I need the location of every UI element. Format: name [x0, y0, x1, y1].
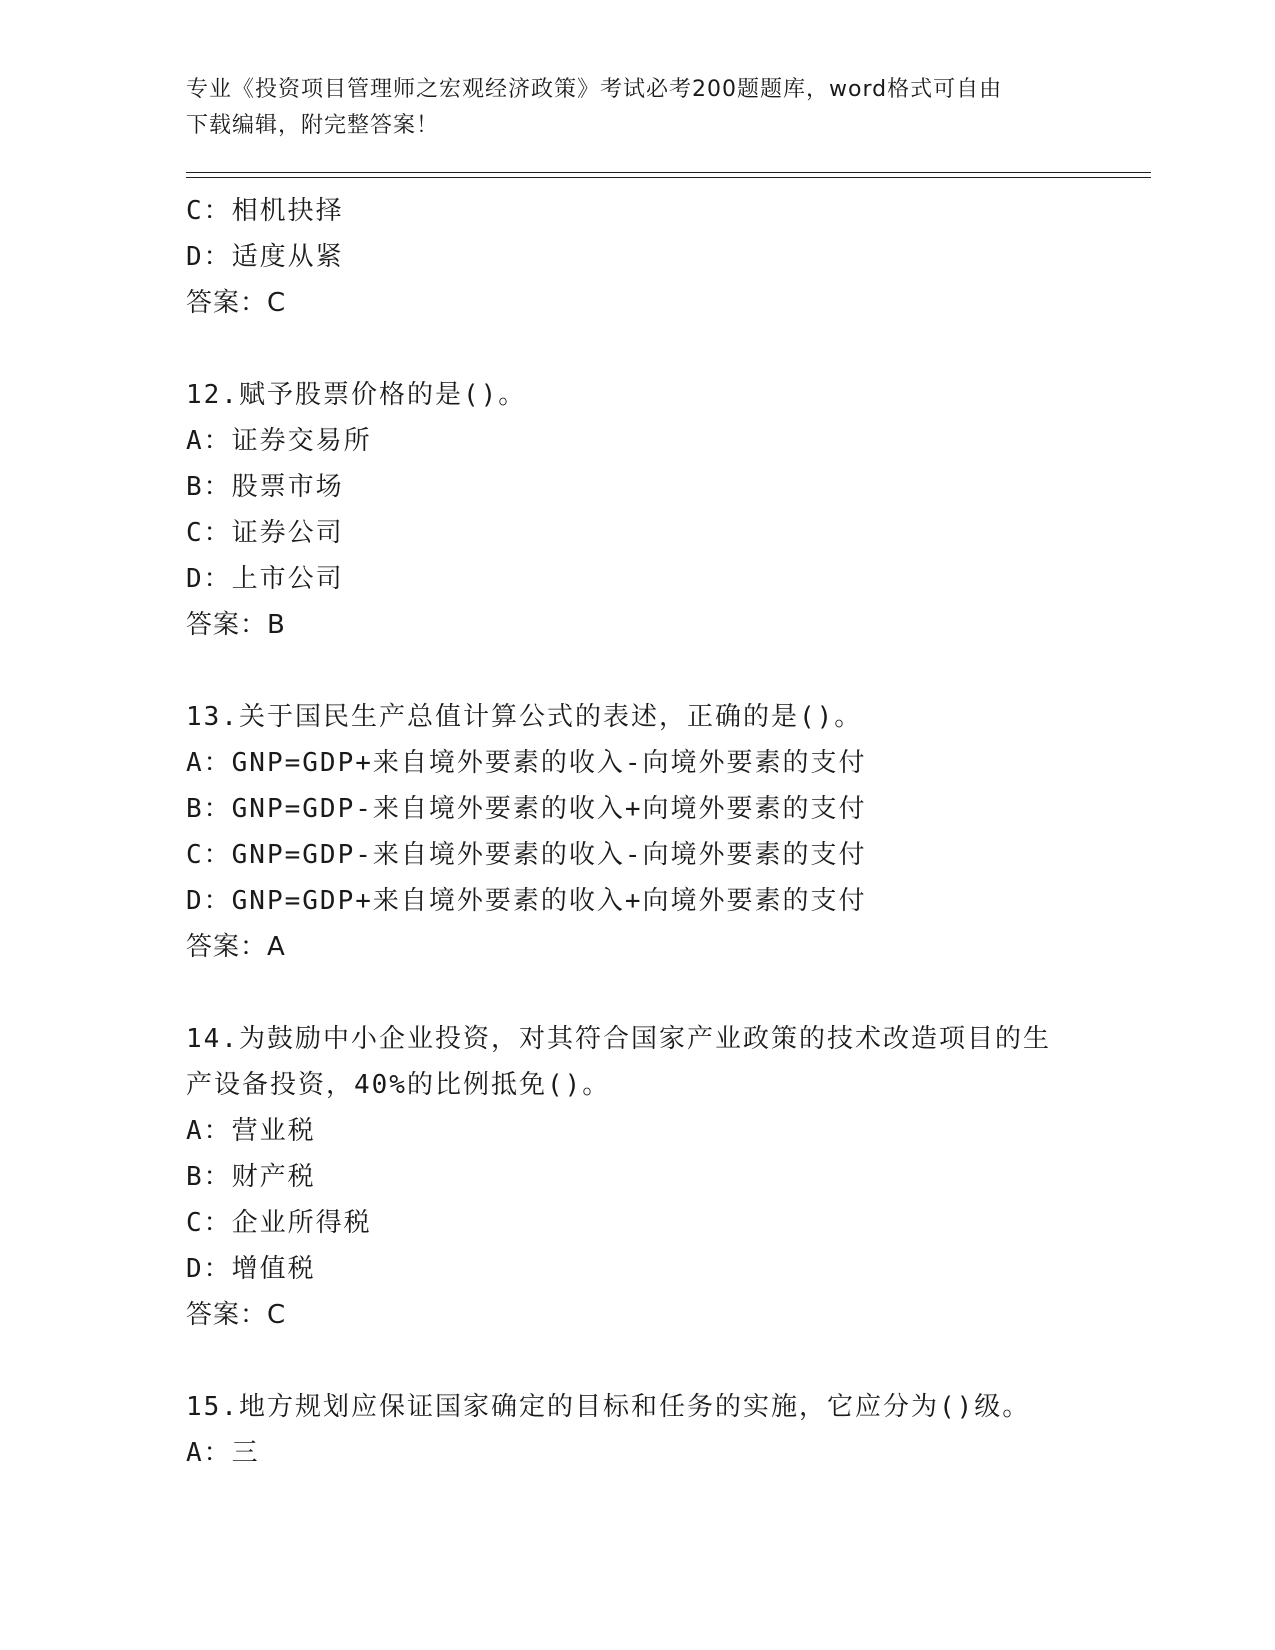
answer-line: 答案：B: [186, 610, 286, 640]
question-block-12: [186, 372, 1136, 648]
option-c: C：证券公司: [186, 518, 344, 548]
question-block-15: [186, 1384, 1136, 1476]
header-line-1: 专业《投资项目管理师之宏观经济政策》考试必考200题题库，word格式可自由: [186, 77, 1003, 102]
question-text: 13.关于国民生产总值计算公式的表述，正确的是()。: [186, 702, 863, 732]
option-a: A：证券交易所: [186, 426, 372, 456]
option-a: A：营业税: [186, 1116, 316, 1146]
option-c: C：相机抉择: [186, 196, 344, 226]
answer-line: 答案：A: [186, 932, 286, 962]
option-b: B：GNP=GDP-来自境外要素的收入+向境外要素的支付: [186, 794, 867, 824]
option-b: B：财产税: [186, 1162, 316, 1192]
spacer: [186, 1338, 1136, 1384]
option-a: A：三: [186, 1438, 260, 1468]
answer-line: 答案：C: [186, 1300, 287, 1330]
question-block-14: [186, 1016, 1136, 1338]
question-block-11: [186, 188, 1136, 326]
option-a: A：GNP=GDP+来自境外要素的收入-向境外要素的支付: [186, 748, 867, 778]
option-d: D：上市公司: [186, 564, 344, 594]
question-text-line-1: 14.为鼓励中小企业投资，对其符合国家产业政策的技术改造项目的生: [186, 1024, 1051, 1054]
option-c: C：企业所得税: [186, 1208, 372, 1238]
option-d: D：适度从紧: [186, 242, 344, 272]
header-divider-top: [186, 172, 1151, 173]
question-text: 12.赋予股票价格的是()。: [186, 380, 527, 410]
spacer: [186, 648, 1136, 694]
spacer: [186, 326, 1136, 372]
question-text: 15.地方规划应保证国家确定的目标和任务的实施，它应分为()级。: [186, 1392, 1031, 1422]
document-header: [186, 72, 1086, 144]
question-list: [186, 188, 1136, 1476]
question-text-line-2: 产设备投资，40%的比例抵免()。: [186, 1070, 611, 1100]
answer-line: 答案：C: [186, 288, 287, 318]
header-divider-bottom: [186, 177, 1151, 178]
option-d: D：GNP=GDP+来自境外要素的收入+向境外要素的支付: [186, 886, 867, 916]
question-block-13: [186, 694, 1136, 970]
spacer: [186, 970, 1136, 1016]
option-b: B：股票市场: [186, 472, 344, 502]
option-c: C：GNP=GDP-来自境外要素的收入-向境外要素的支付: [186, 840, 867, 870]
option-d: D：增值税: [186, 1254, 316, 1284]
header-line-2: 下载编辑，附完整答案！: [186, 113, 440, 138]
